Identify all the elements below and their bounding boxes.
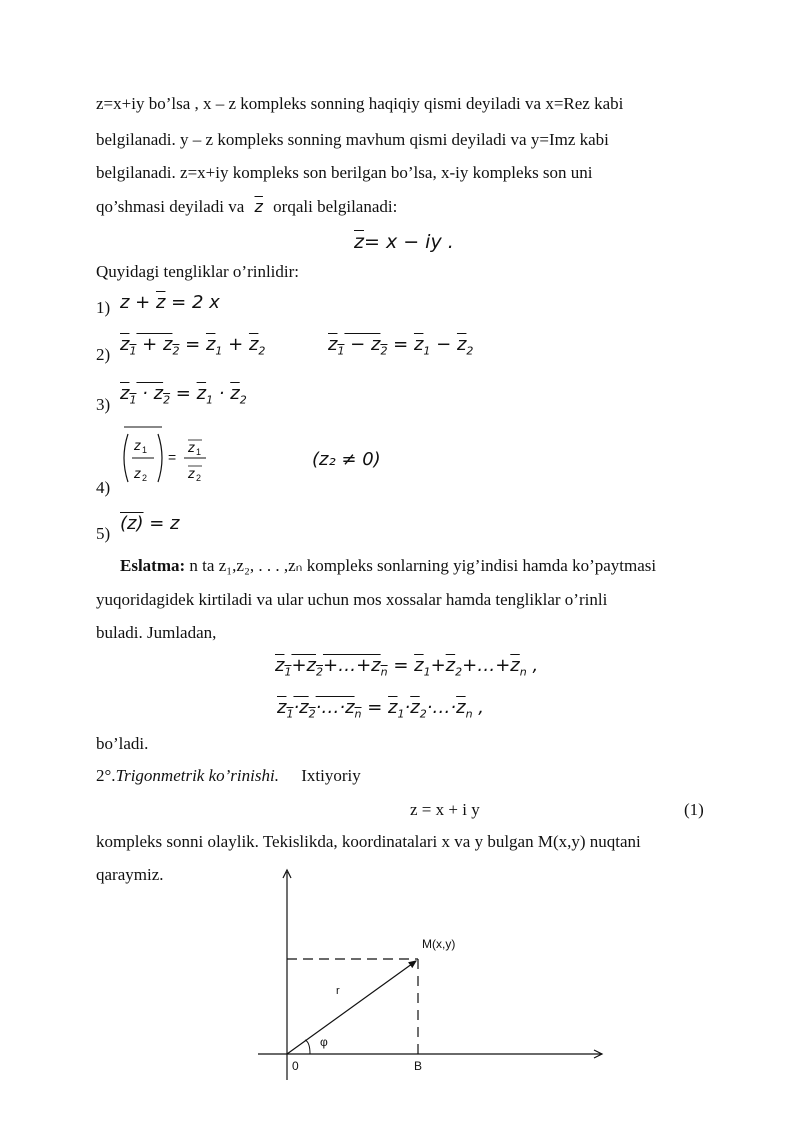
angle-arc (305, 1040, 310, 1054)
svg-text:=: = (168, 449, 177, 465)
b-label: B (414, 1059, 423, 1073)
radius-vector (287, 961, 416, 1054)
item4-formula (118, 422, 218, 492)
note-line3: buladi. Jumladan, (96, 623, 217, 642)
para1-line4-a: qo’shmasi deyiladi va (96, 197, 245, 216)
para1-line3: belgilanadi. z=x+iy kompleks son berilgan bo’lsa, x-iy kompleks son uni (96, 163, 593, 182)
section-title: Trigonmetrik ko’rinishi. (115, 766, 279, 785)
item5-number: 5) (96, 524, 111, 543)
note-line2: yuqoridagidek kirtiladi va ular uchun mos xossalar hamda tengliklar o’rinli (96, 590, 608, 609)
para1-line4-b: orqali belgilanadi: (273, 197, 398, 216)
svg-text:z: z (188, 465, 195, 481)
note-label: Eslatma: (120, 556, 186, 575)
equation-1: z = x + i y (410, 800, 480, 819)
para1-line4 (96, 197, 397, 217)
item3-formula: $z_1 \cdot z_2 = \overline{z}_1 \cdot \overline{z}_2$ (120, 383, 247, 407)
note-text-1: n ta z₁,z₂, . . . ,zₙ kompleks sonlarning yig’indisi hamda ko’paytmasi (189, 556, 657, 575)
item4-condition: (z₂ ≠ 0) (312, 449, 381, 470)
item2-number: 2) (96, 345, 111, 364)
para1-line1: z=x+iy bo’lsa , x – z kompleks sonning haqiqiy qismi deyiladi va x=Rez kabi (96, 94, 624, 113)
svg-text:1: 1 (142, 445, 148, 455)
svg-text:1: 1 (196, 447, 202, 457)
item2-formula-a: $z_1 + z_2 = \overline{z}_1 + \overline{z}_2$ (120, 334, 266, 358)
item4-fraction-svg (118, 422, 218, 492)
section-number: 2°. (96, 766, 116, 785)
svg-text:z: z (188, 439, 195, 455)
svg-text:z: z (134, 465, 141, 481)
para1-line2: belgilanadi. y – z kompleks sonning mavhum qismi deyiladi va y=Imz kabi (96, 130, 609, 149)
boladi-text: bo’ladi. (96, 734, 149, 753)
item1-formula: $z + \overline{z} = 2$ x (120, 292, 220, 313)
point-label: M(x,y) (422, 937, 456, 951)
item4-number: 4) (96, 478, 111, 497)
intro-text: Quyidagi tengliklar o’rinlidir: (96, 262, 300, 281)
conjugate-symbol: $\overline{z}$ (254, 197, 263, 216)
conj-def-rhs: = x − iy . (363, 231, 454, 253)
para2-line2: qaraymiz. (96, 865, 164, 884)
sum-formula: $z_1+z_2+\dots+z_n$ = $\overline{z}_1+\overline{z}_2+\dots+\overline{z}_n$ , (275, 655, 539, 679)
coordinate-diagram (250, 868, 610, 1088)
conjugate-definition (354, 232, 454, 252)
origin-label: 0 (292, 1059, 299, 1073)
conj-def-lhs: $\overline{z}$ (354, 231, 364, 253)
product-formula: $z_1\cdot z_2\cdot\dots\cdot z_n$ = $\overline{z}_1\cdot\overline{z}_2\cdot\dots\cdot\overline{z}_n$ , (277, 697, 485, 721)
note-line1 (120, 556, 656, 576)
item2-formula-b: $z_1 - z_2 = \overline{z}_1 - \overline{z}_2$ (328, 334, 474, 358)
para2-line1: kompleks sonni olaylik. Tekislikda, koordinatalari x va y bulgan M(x,y) nuqtani (96, 832, 641, 851)
item1-number: 1) (96, 298, 111, 317)
svg-text:2: 2 (142, 473, 148, 483)
item5-formula: (z) = z (120, 513, 180, 534)
phi-label: φ (320, 1035, 328, 1049)
svg-text:2: 2 (196, 473, 202, 483)
equation-1-tag: (1) (684, 800, 704, 819)
section-heading (96, 766, 361, 786)
r-label: r (336, 985, 340, 997)
svg-text:z: z (134, 437, 141, 453)
diagram-svg (250, 868, 610, 1088)
section-rest: Ixtiyoriy (301, 766, 361, 785)
item3-number: 3) (96, 395, 111, 414)
